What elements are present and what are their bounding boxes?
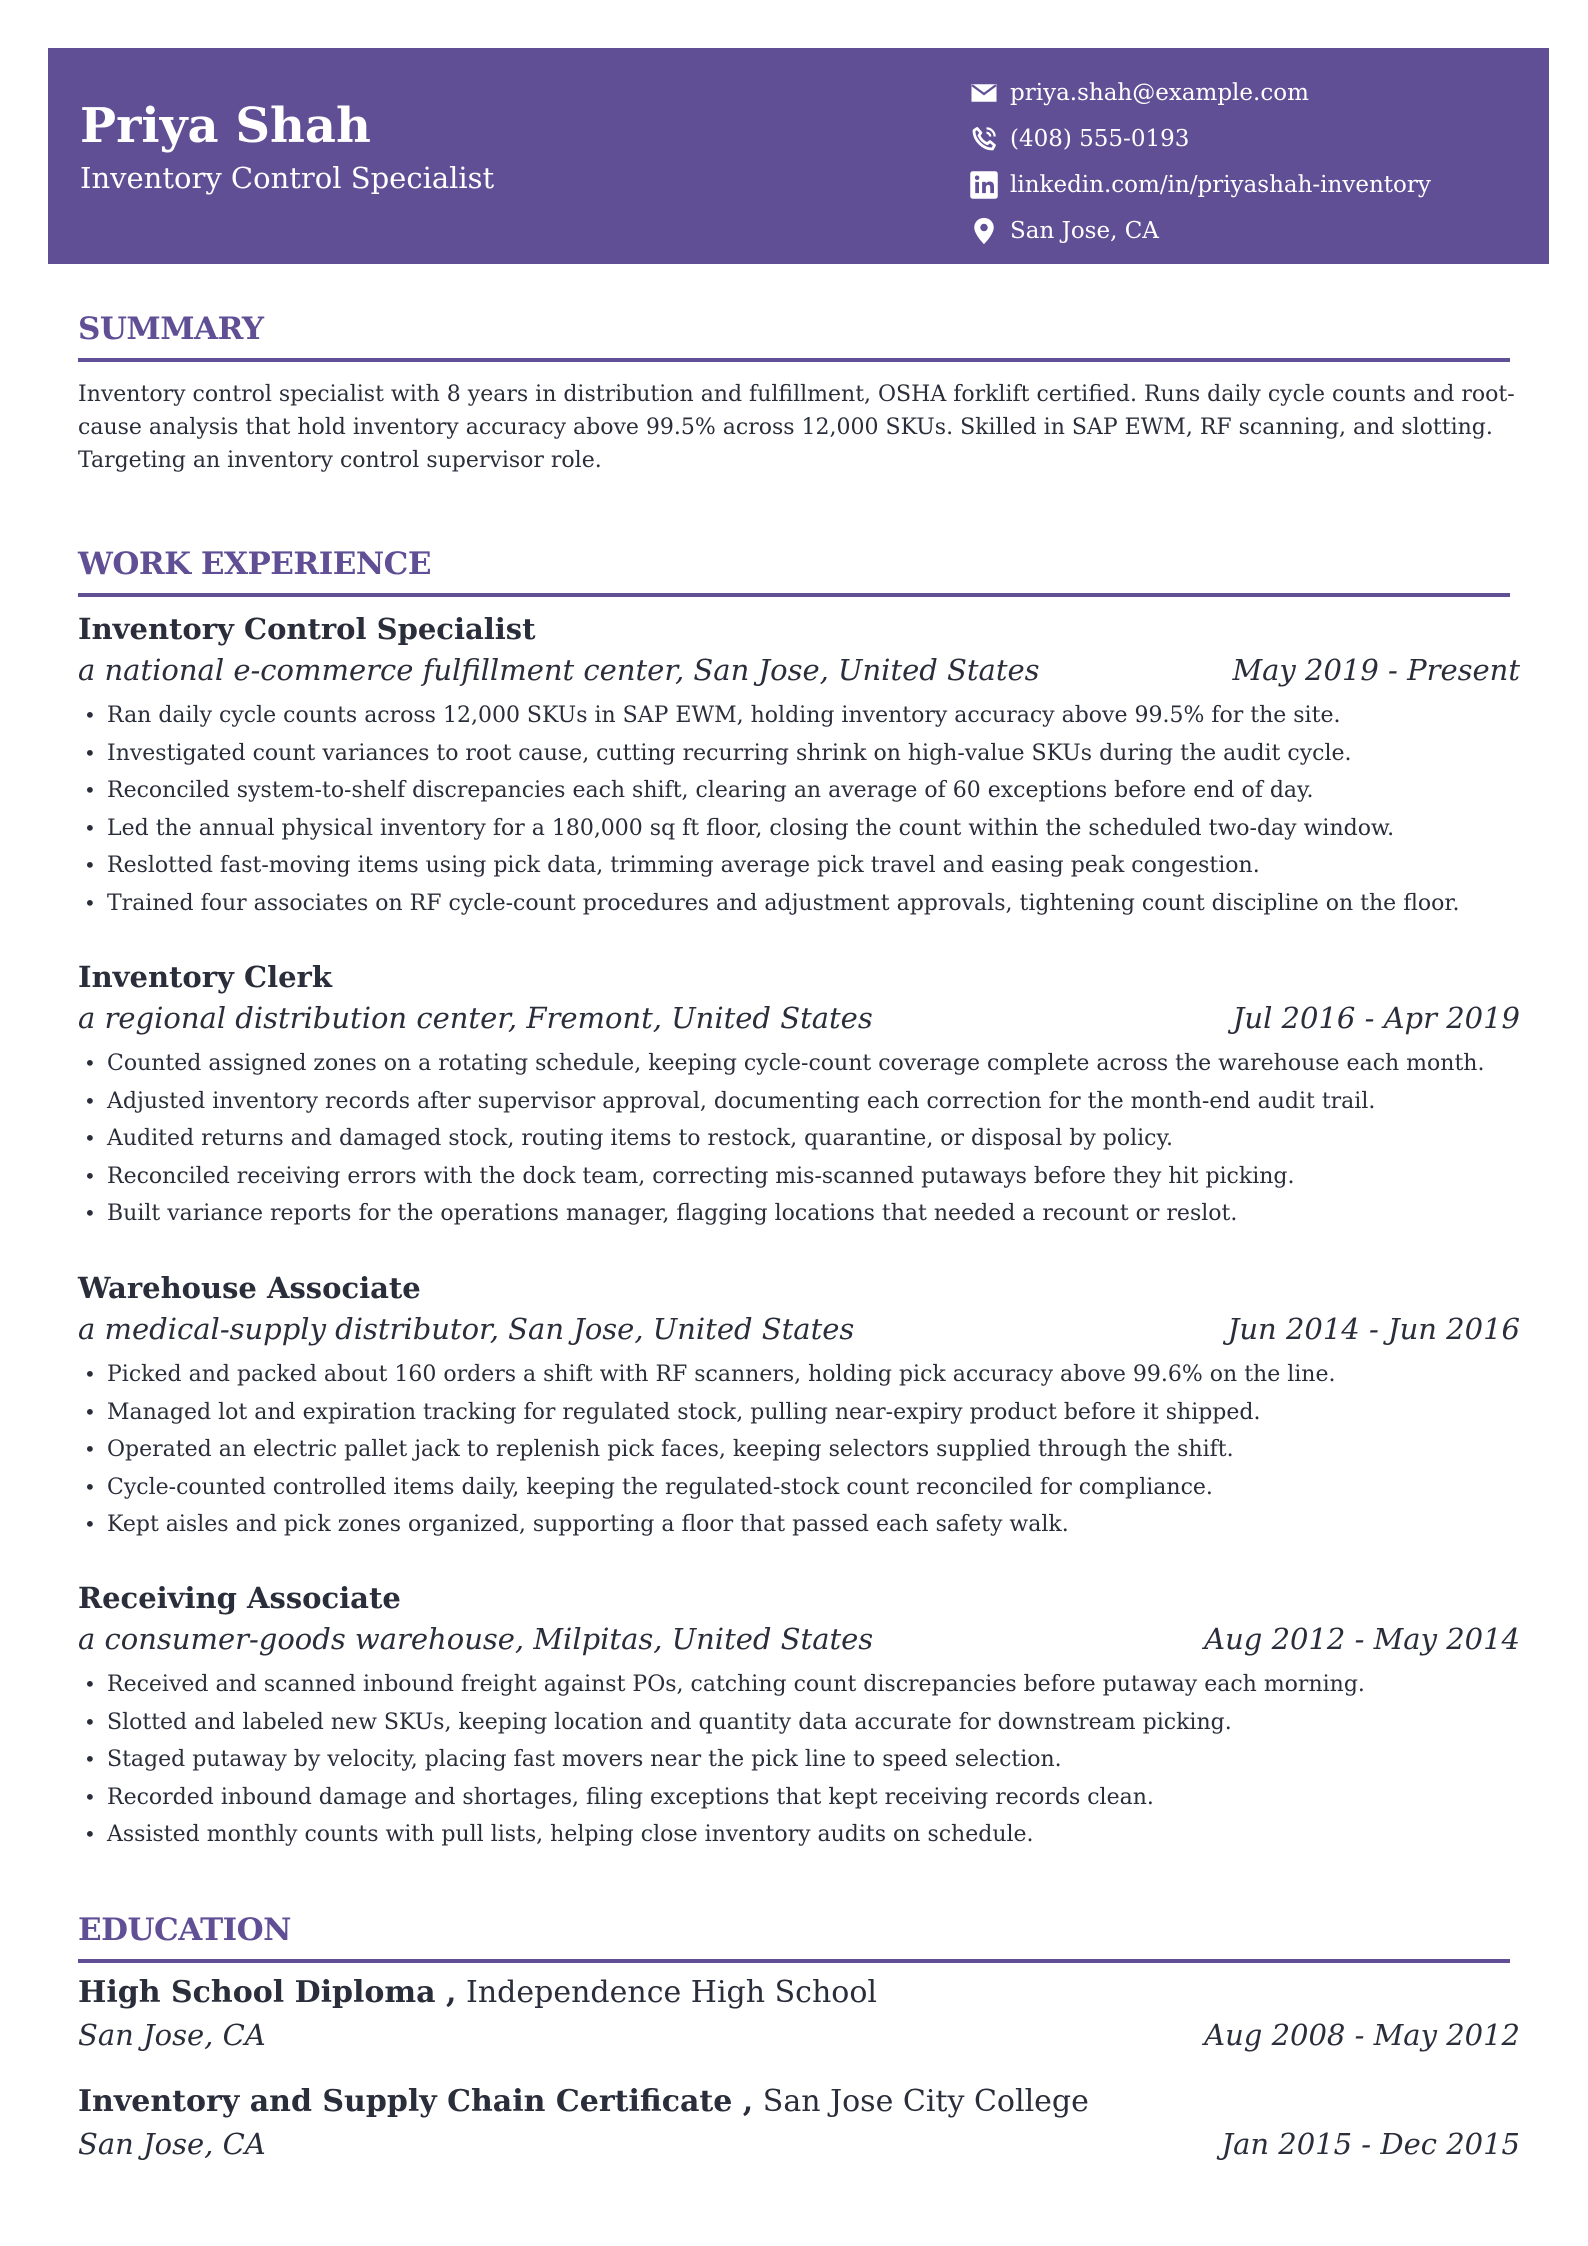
- job-company: a medical-supply distributor, San Jose, United States: [78, 1312, 855, 1346]
- contact-email[interactable]: [969, 70, 1431, 116]
- education-degree: High School Diploma ,: [78, 1975, 457, 2010]
- candidate-name: Priya Shah: [80, 98, 371, 154]
- job-bullet: • Managed lot and expiration tracking for regulated stock, pulling near-expiry product before it shipped.: [78, 1394, 1520, 1432]
- resume-header: [48, 48, 1549, 264]
- job-bullet: • Reslotted fast-moving items using pick data, trimming average pick travel and easing peak congestion.: [78, 847, 1520, 885]
- job-bullet: • Built variance reports for the operations manager, flagging locations that needed a recount or reslot.: [78, 1195, 1520, 1233]
- job-bullet: • Audited returns and damaged stock, routing items to restock, quarantine, or disposal by policy.: [78, 1120, 1520, 1158]
- location-pin-icon: [969, 216, 999, 246]
- education-location: San Jose, CA: [78, 2018, 266, 2052]
- linkedin-text: linkedin.com/in/priyashah-inventory: [1010, 172, 1431, 198]
- job-title: Receiving Associate: [78, 1581, 401, 1615]
- candidate-title: Inventory Control Specialist: [80, 161, 495, 195]
- job-bullet: • Counted assigned zones on a rotating schedule, keeping cycle-count coverage complete across the warehouse each month.: [78, 1045, 1520, 1083]
- job-bullet: • Staged putaway by velocity, placing fast movers near the pick line to speed selection.: [78, 1741, 1520, 1779]
- job-entry: [78, 609, 1520, 922]
- job-title: Warehouse Associate: [78, 1271, 421, 1305]
- education-dates: Jan 2015 - Dec 2015: [1221, 2127, 1520, 2161]
- experience-section: [78, 545, 1520, 597]
- job-bullet: • Led the annual physical inventory for a 180,000 sq ft floor, closing the count within the scheduled two-day window.: [78, 810, 1520, 848]
- contact-phone[interactable]: [969, 116, 1431, 162]
- job-bullet: • Picked and packed about 160 orders a shift with RF scanners, holding pick accuracy above 99.6% on the line.: [78, 1356, 1520, 1394]
- job-bullet: • Cycle-counted controlled items daily, keeping the regulated-stock count reconciled for compliance.: [78, 1469, 1520, 1507]
- job-dates: Aug 2012 - May 2014: [1204, 1622, 1520, 1656]
- job-bullet: • Adjusted inventory records after supervisor approval, documenting each correction for the month-end audit trail.: [78, 1083, 1520, 1121]
- job-entry: [78, 957, 1520, 1233]
- education-section: [78, 1911, 1520, 1963]
- job-bullet: • Trained four associates on RF cycle-count procedures and adjustment approvals, tightening count discipline on the floor.: [78, 885, 1520, 923]
- phone-icon: [969, 124, 999, 154]
- summary-heading: SUMMARY: [78, 311, 264, 347]
- job-dates: Jun 2014 - Jun 2016: [1227, 1312, 1520, 1346]
- job-title: Inventory Clerk: [78, 960, 332, 994]
- section-divider: [78, 358, 1510, 362]
- job-bullets: [78, 1045, 1520, 1233]
- email-icon: [969, 78, 999, 108]
- education-school: Independence High School: [466, 1975, 877, 2010]
- job-bullet: • Ran daily cycle counts across 12,000 SKUs in SAP EWM, holding inventory accuracy above 99.5% for the site.: [78, 697, 1520, 735]
- section-divider: [78, 1959, 1510, 1963]
- job-entry: [78, 1268, 1520, 1544]
- job-entry: [78, 1578, 1520, 1854]
- education-entry: [78, 2081, 1520, 2165]
- education-school: San Jose City College: [762, 2084, 1089, 2119]
- job-bullet: • Kept aisles and pick zones organized, supporting a floor that passed each safety walk.: [78, 1506, 1520, 1544]
- job-bullet: • Recorded inbound damage and shortages, filing exceptions that kept receiving records clean.: [78, 1779, 1520, 1817]
- education-dates: Aug 2008 - May 2012: [1204, 2018, 1520, 2052]
- job-bullets: [78, 697, 1520, 922]
- job-company: a regional distribution center, Fremont, United States: [78, 1001, 873, 1035]
- job-bullets: [78, 1666, 1520, 1854]
- job-bullet: • Operated an electric pallet jack to replenish pick faces, keeping selectors supplied through the shift.: [78, 1431, 1520, 1469]
- email-text: priya.shah@example.com: [1010, 80, 1309, 106]
- job-bullet: • Assisted monthly counts with pull lists, helping close inventory audits on schedule.: [78, 1816, 1520, 1854]
- job-dates: Jul 2016 - Apr 2019: [1232, 1001, 1520, 1035]
- location-text: San Jose, CA: [1010, 218, 1159, 244]
- contact-linkedin[interactable]: [969, 162, 1431, 208]
- summary-text: Inventory control specialist with 8 years in distribution and fulfillment, OSHA forklift certified. Runs daily cycle counts and root-cause analysis that hold inventory accuracy above 99.5% across 12,000 SKUs. Skilled in SAP EWM, RF scanning, and slotting. Targeting an inventory control supervisor role.: [78, 382, 1515, 473]
- phone-text: (408) 555-0193: [1010, 126, 1190, 152]
- job-company: a consumer-goods warehouse, Milpitas, United States: [78, 1622, 874, 1656]
- job-bullet: • Investigated count variances to root cause, cutting recurring shrink on high-value SKUs during the audit cycle.: [78, 735, 1520, 773]
- education-location: San Jose, CA: [78, 2127, 266, 2161]
- contact-list: [969, 70, 1431, 254]
- job-bullets: [78, 1356, 1520, 1544]
- job-title: Inventory Control Specialist: [78, 612, 536, 646]
- section-divider: [78, 593, 1510, 597]
- job-bullet: • Reconciled receiving errors with the dock team, correcting mis-scanned putaways before they hit picking.: [78, 1158, 1520, 1196]
- experience-heading: WORK EXPERIENCE: [78, 546, 431, 582]
- contact-location: [969, 208, 1431, 254]
- education-entry: [78, 1972, 1520, 2056]
- job-bullet: • Received and scanned inbound freight against POs, catching count discrepancies before putaway each morning.: [78, 1666, 1520, 1704]
- job-company: a national e-commerce fulfillment center, San Jose, United States: [78, 653, 1040, 687]
- job-dates: May 2019 - Present: [1232, 653, 1520, 687]
- summary-section: [78, 310, 1520, 477]
- job-bullet: • Slotted and labeled new SKUs, keeping location and quantity data accurate for downstream picking.: [78, 1704, 1520, 1742]
- job-bullet: • Reconciled system-to-shelf discrepancies each shift, clearing an average of 60 exceptions before end of day.: [78, 772, 1520, 810]
- education-heading: EDUCATION: [78, 1912, 291, 1948]
- education-degree: Inventory and Supply Chain Certificate ,: [78, 2084, 754, 2119]
- linkedin-icon: [969, 170, 999, 200]
